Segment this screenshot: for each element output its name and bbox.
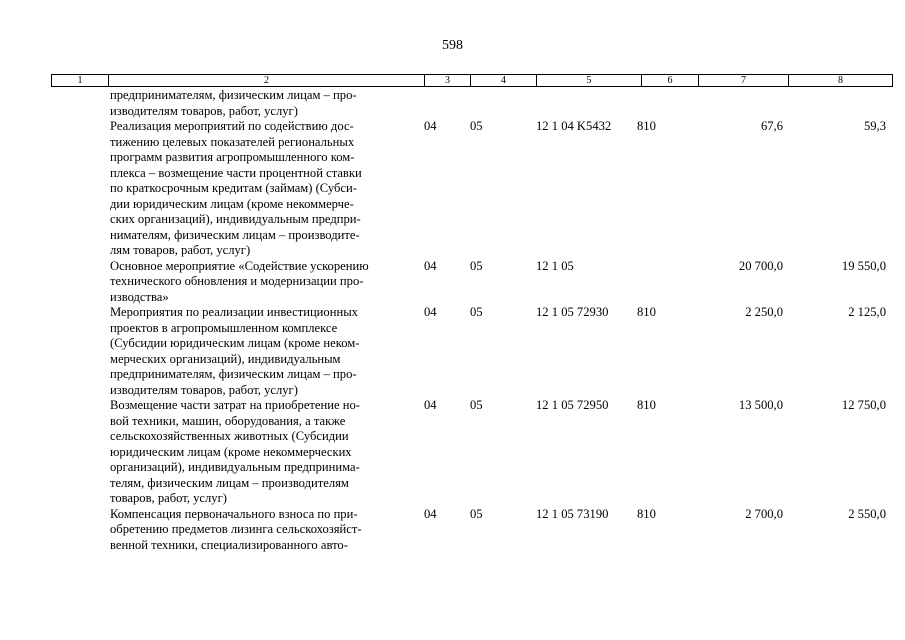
subsection-code: 05 xyxy=(470,258,483,273)
header-col-7: 7 xyxy=(699,75,789,87)
description-line: Компенсация первоначального взноса по при- xyxy=(110,506,358,521)
amount-col-7: 67,6 xyxy=(760,119,783,133)
target-article-code: 12 1 05 72930 xyxy=(536,305,609,319)
description-line: лям товаров, работ, услуг) xyxy=(110,243,251,257)
description-line: изводства» xyxy=(110,289,169,304)
amount-col-8: 12 750,0 xyxy=(841,398,886,412)
description-line: изводителям товаров, работ, услуг) xyxy=(110,103,298,118)
header-col-3: 3 xyxy=(425,75,471,87)
header-col-6: 6 xyxy=(642,75,699,87)
description-line: изводителям товаров, работ, услуг) xyxy=(110,382,298,397)
row-description xyxy=(110,398,425,507)
section-code: 04 xyxy=(424,398,437,412)
description-line: юридическим лицам (кроме некоммерческих xyxy=(110,444,352,459)
section-code: 04 xyxy=(424,119,437,133)
description-line: венной техники, специализированного авто- xyxy=(110,537,348,552)
expense-type-code: 810 xyxy=(637,305,656,319)
description-line: нимателям, физическим лицам – производите- xyxy=(110,227,360,242)
amount-col-7: 2 700,0 xyxy=(745,506,783,521)
amount-col-7: 20 700,0 xyxy=(738,258,783,273)
description-line: Возмещение части затрат на приобретение но- xyxy=(110,398,360,412)
description-line: Основное мероприятие «Содействие ускорению xyxy=(110,258,369,273)
header-col-8: 8 xyxy=(789,75,893,87)
expense-type-code: 810 xyxy=(637,119,656,133)
description-line: обретению предметов лизинга сельскохозяйст- xyxy=(110,522,362,536)
target-article-code: 12 1 05 xyxy=(536,258,574,273)
section-code: 04 xyxy=(424,258,437,273)
description-line: ских организаций), индивидуальным предпри- xyxy=(110,212,361,226)
description-line: (Субсидии юридическим лицам (кроме неком- xyxy=(110,336,360,350)
subsection-code: 05 xyxy=(470,398,483,412)
description-line: Мероприятия по реализации инвестиционных xyxy=(110,305,358,319)
description-line: организаций), индивидуальным предпринима- xyxy=(110,460,360,474)
description-line: предпринимателям, физическим лицам – про- xyxy=(110,367,357,381)
expense-type-code: 810 xyxy=(637,506,656,521)
amount-col-7: 2 250,0 xyxy=(745,305,783,319)
row-description xyxy=(110,507,425,554)
target-article-code: 12 1 05 73190 xyxy=(536,506,609,521)
description-line: мерческих организаций), индивидуальным xyxy=(110,351,341,366)
expense-type-code: 810 xyxy=(637,398,656,412)
row-description xyxy=(110,88,425,119)
description-line: тижению целевых показателей региональных xyxy=(110,134,355,149)
table-row xyxy=(0,507,905,554)
subsection-code: 05 xyxy=(470,119,483,133)
description-line: Реализация мероприятий по содействию дос- xyxy=(110,119,354,133)
description-line: проектов в агропромышленном комплексе xyxy=(110,320,338,335)
amount-col-8: 19 550,0 xyxy=(841,258,886,273)
row-description xyxy=(110,305,425,398)
description-line: телям, физическим лицам – производителям xyxy=(110,475,349,490)
table-row xyxy=(0,305,905,398)
table-row xyxy=(0,119,905,259)
description-line: дии юридическим лицам (кроме некоммерче- xyxy=(110,196,354,211)
section-code: 04 xyxy=(424,506,437,521)
row-description xyxy=(110,119,425,259)
description-line: программ развития агропромышленного ком- xyxy=(110,150,355,164)
table-row xyxy=(0,88,905,119)
amount-col-8: 59,3 xyxy=(863,119,886,133)
description-line: вой техники, машин, оборудования, а также xyxy=(110,413,346,428)
header-col-5: 5 xyxy=(537,75,642,87)
page-number: 598 xyxy=(442,38,463,53)
header-col-4: 4 xyxy=(471,75,537,87)
target-article-code: 12 1 04 K5432 xyxy=(536,119,612,133)
budget-table-body xyxy=(0,88,905,553)
description-line: сельскохозяйственных животных (Субсидии xyxy=(110,429,349,443)
amount-col-7: 13 500,0 xyxy=(738,398,783,412)
header-col-2: 2 xyxy=(109,75,425,87)
description-line: технического обновления и модернизации про- xyxy=(110,274,364,288)
subsection-code: 05 xyxy=(470,305,483,319)
table-row xyxy=(0,398,905,507)
description-line: плекса – возмещение части процентной ставки xyxy=(110,165,362,180)
subsection-code: 05 xyxy=(470,506,483,521)
amount-col-8: 2 125,0 xyxy=(848,305,886,319)
description-line: товаров, работ, услуг) xyxy=(110,491,227,505)
amount-col-8: 2 550,0 xyxy=(848,506,886,521)
description-line: по краткосрочным кредитам (займам) (Субси- xyxy=(110,181,357,195)
target-article-code: 12 1 05 72950 xyxy=(536,398,609,412)
row-description xyxy=(110,259,425,306)
header-col-1: 1 xyxy=(52,75,109,87)
section-code: 04 xyxy=(424,305,437,319)
table-row xyxy=(0,259,905,306)
description-line: предпринимателям, физическим лицам – про- xyxy=(110,88,357,102)
column-number-header xyxy=(51,74,893,87)
